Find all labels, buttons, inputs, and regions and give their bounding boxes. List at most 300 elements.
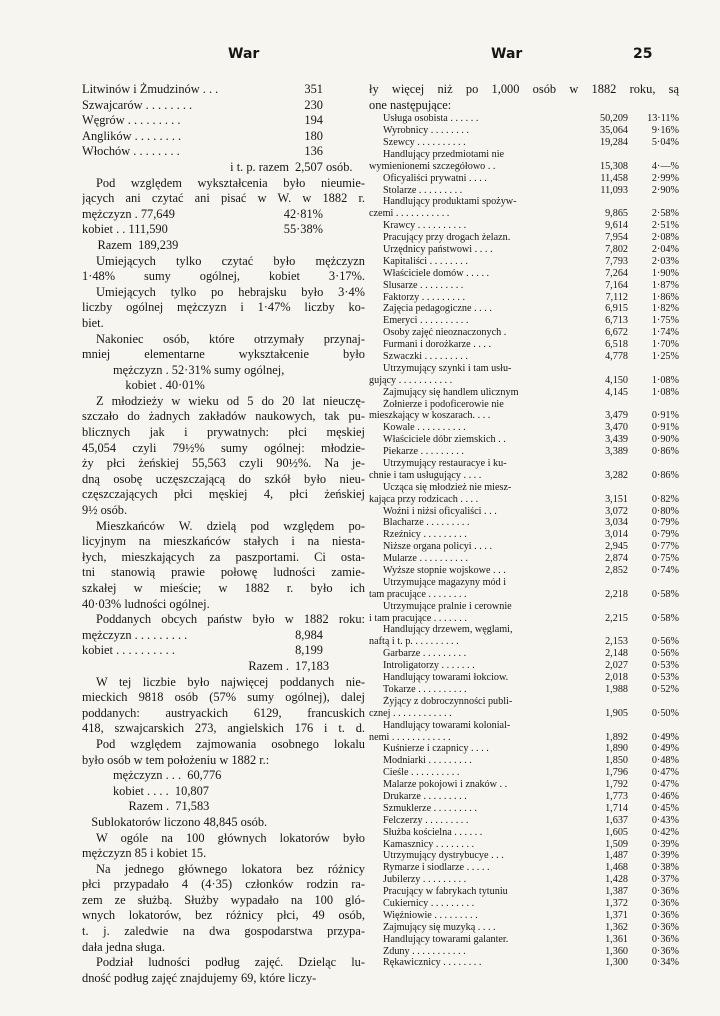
occupation-percent: 0·58% — [651, 588, 679, 600]
occupation-percent: 0·74% — [651, 565, 679, 577]
stat-value: 351 — [304, 82, 323, 96]
occupation-count: 7,793 — [605, 255, 628, 267]
text-line: Umiejących tylko czytać było mężczyzn — [96, 253, 365, 268]
occupation-percent: 0·91% — [651, 410, 679, 422]
occupation-name: gujący . . . . . . . . . . . — [369, 374, 453, 386]
text-line: Pod względem zajmowania osobnego lokalu — [96, 736, 365, 751]
occupation-count: 6,915 — [605, 303, 628, 315]
right-column — [369, 82, 679, 969]
occupation-name: Utrzymujące pralnie i cerownie — [383, 600, 512, 612]
stat-label: i t. p. razem — [230, 159, 289, 174]
stat-label: mężczyzn . . . . . . . . . — [82, 627, 188, 642]
occupation-count: 3,470 — [605, 422, 628, 434]
occupation-name: czemi . . . . . . . . . . . — [369, 208, 450, 220]
occupation-name: Kuśnierze i czapnicy . . . . — [383, 743, 489, 755]
occupation-name: nemi . . . . . . . . . . . . — [369, 731, 451, 743]
stat-label: Razem . — [248, 658, 289, 673]
occupation-percent: 1·74% — [651, 327, 679, 339]
stat-label: Szwajcarów . . . . . . . . — [82, 97, 193, 112]
occupation-percent: 0·56% — [651, 636, 679, 648]
stat-label: mężczyzn . 77,649 — [82, 206, 175, 221]
occupation-name: Wyrobnicy . . . . . . . . — [383, 125, 469, 137]
occupation-count: 3,072 — [605, 505, 628, 517]
occupation-row — [369, 886, 679, 898]
occupation-row — [369, 910, 679, 922]
occupation-percent: 2·58% — [651, 208, 679, 220]
occupation-name: Ślusarze . . . . . . . . . — [383, 279, 464, 291]
occupation-name: mieszkający w koszarach. . . . — [369, 410, 491, 422]
occupation-name: Blacharze . . . . . . . . . — [383, 517, 470, 529]
occupation-percent: 0·36% — [651, 921, 679, 933]
occupation-name: Kapitaliści . . . . . . . . — [383, 255, 468, 267]
occupation-count: 7,264 — [605, 267, 628, 279]
text-line-plain: dała jedna sługa. — [82, 939, 165, 954]
occupation-count: 2,215 — [605, 612, 628, 624]
occupation-count: 1,773 — [605, 790, 628, 802]
text-line: Umiejących tylko po hebrajsku było 3·4% — [96, 284, 365, 299]
text-line-plain: Sublokatorów liczono 48,845 osób. — [82, 814, 268, 829]
occupation-row — [369, 422, 679, 434]
text-line: płci przypadało 4 (4·35) członków rodzin ra- — [82, 877, 365, 892]
occupation-percent: 2·90% — [651, 184, 679, 196]
occupation-name: Żyjący z dobroczynności publi- — [383, 695, 513, 707]
text-line: dną osobę uczęszczającą do szkół było nieu- — [82, 471, 365, 486]
occupation-row — [369, 256, 679, 268]
occupation-row — [369, 922, 679, 934]
stat-row — [82, 628, 365, 644]
occupation-table — [369, 113, 679, 969]
occupation-count: 6,713 — [605, 315, 628, 327]
occupation-percent: 1·25% — [651, 351, 679, 362]
occupation-count: 2,018 — [605, 672, 628, 684]
stat-value: 8,199 — [295, 643, 323, 658]
occupation-percent: 0·36% — [651, 933, 679, 945]
occupation-name: Służba kościelna . . . . . . — [383, 826, 483, 838]
occupation-row — [369, 113, 679, 125]
occupation-percent: 0·79% — [651, 529, 679, 541]
text-line-plain: 9½ osób. — [82, 503, 128, 518]
occupation-count: 7,954 — [605, 232, 628, 244]
occupation-row — [369, 137, 679, 149]
occupation-row — [369, 494, 679, 506]
occupation-name: Handlujący produktami spożyw- — [383, 196, 517, 208]
occupation-name: Introligatorzy . . . . . . . — [383, 660, 475, 672]
stat-value: 136 — [304, 144, 323, 159]
occupation-percent: 0·36% — [651, 945, 679, 957]
occupation-name: Pracujący w fabrykach tytuniu — [383, 886, 508, 898]
text-line: Podział ludności podług zajęć. Dzieląc lu- — [96, 955, 365, 970]
occupation-count: 2,945 — [605, 541, 628, 553]
occupation-count: 1,509 — [605, 838, 628, 850]
occupation-count: 2,027 — [605, 660, 628, 672]
occupation-percent: 13·11% — [647, 113, 679, 125]
occupation-percent: 1·75% — [651, 315, 679, 327]
occupation-name: Rymarze i siodlarze . . . . . — [383, 862, 490, 874]
text-line: 418, szwajcarskich 273, angielskich 176 i t. d. — [82, 721, 365, 736]
occupation-percent: 0·36% — [651, 886, 679, 898]
occupation-count: 3,439 — [605, 434, 628, 446]
occupation-count: 11,093 — [600, 184, 628, 196]
occupation-row — [369, 648, 679, 660]
stat-row — [82, 113, 365, 129]
occupation-percent: 0·37% — [651, 874, 679, 886]
stat-label: kobiet . . 111,590 — [82, 222, 168, 237]
occupation-name: Utrzymujący restauracye i ku- — [383, 458, 507, 470]
occupation-count: 1,360 — [605, 945, 628, 957]
occupation-name: Szmuklerze . . . . . . . . . — [383, 802, 477, 814]
stat-total — [82, 659, 365, 675]
text-line-plain: Razem . 71,583 — [82, 799, 210, 814]
occupation-row — [369, 553, 679, 565]
occupation-row — [369, 957, 679, 969]
occupation-row — [369, 684, 679, 696]
occupation-percent: 0·77% — [651, 541, 679, 553]
occupation-count: 1,428 — [605, 874, 628, 886]
text-line: wnych lokatorów, bez różnicy płci, 49 osób, — [82, 908, 365, 923]
occupation-name: Felczerzy . . . . . . . . . — [383, 814, 469, 826]
occupation-name: Modniarki . . . . . . . . . — [383, 755, 472, 767]
occupation-name: Osoby zajęć nieoznaczonych . — [383, 327, 507, 339]
text-line-plain: mężczyzn . 52·31% sumy ogólnej, — [82, 362, 285, 377]
occupation-percent: 0·90% — [651, 434, 679, 446]
occupation-count: 1,905 — [605, 707, 628, 719]
occupation-count: 1,792 — [605, 779, 628, 791]
text-line-plain: było osób w tem położeniu w 1882 r.: — [82, 752, 270, 767]
occupation-percent: 0·53% — [651, 660, 679, 672]
occupation-name: Handlujący drzewem, węglami, — [383, 624, 513, 636]
occupation-percent: 0·42% — [651, 826, 679, 838]
occupation-name: Urzędnicy państwowi . . . . — [383, 243, 493, 255]
occupation-row — [369, 708, 679, 720]
occupation-percent: 2·04% — [651, 243, 679, 255]
stat-value: 55·38% — [283, 222, 323, 237]
occupation-name: Ucząca się młodzież nie miesz- — [383, 481, 512, 493]
occupation-percent: 0·58% — [651, 612, 679, 624]
occupation-percent: 2·08% — [651, 232, 679, 244]
occupation-count: 2,218 — [605, 588, 628, 600]
occupation-count: 1,371 — [605, 909, 628, 921]
occupation-row — [369, 767, 679, 779]
occupation-count: 3,389 — [605, 446, 628, 458]
occupation-row — [369, 470, 679, 482]
occupation-name: Szewcy . . . . . . . . . . — [383, 136, 466, 148]
occupation-percent: 0·39% — [651, 850, 679, 862]
occupation-row — [369, 720, 679, 732]
text-line-plain: mężczyzn 85 i kobiet 15. — [82, 846, 207, 861]
occupation-row — [369, 589, 679, 601]
occupation-row — [369, 268, 679, 280]
occupation-name: Więźniowie . . . . . . . . . — [383, 909, 478, 921]
text-line: Na jednego głównego lokatora bez różnicy — [96, 861, 365, 876]
text-line: poddanych: austryackich 6129, francuskich — [82, 705, 365, 720]
occupation-name: Utrzymujące magazyny mód i — [383, 576, 507, 588]
stat-row — [82, 129, 365, 145]
occupation-name: Emeryci . . . . . . . . . . — [383, 315, 469, 327]
occupation-count: 1,796 — [605, 767, 628, 779]
occupation-percent: 0·34% — [651, 957, 679, 969]
occupation-name: Handlujący towarami łokciow. — [383, 672, 509, 684]
occupation-name: Zajmujący się muzyką . . . . — [383, 921, 496, 933]
occupation-row — [369, 743, 679, 755]
occupation-name: Krawcy . . . . . . . . . . — [383, 220, 467, 232]
occupation-count: 15,308 — [599, 160, 628, 172]
occupation-percent: 1·90% — [651, 267, 679, 279]
occupation-row — [369, 149, 679, 161]
occupation-percent: 0·53% — [651, 672, 679, 684]
stat-row — [82, 207, 365, 223]
intro-line: one następujące: — [369, 97, 452, 112]
occupation-percent: 0·43% — [651, 814, 679, 826]
occupation-count: 19,284 — [599, 136, 628, 148]
occupation-name: Utrzymujący dystrybucye . . . — [383, 850, 504, 862]
occupation-row — [369, 601, 679, 613]
occupation-row — [369, 696, 679, 708]
occupation-percent: 0·86% — [651, 469, 679, 481]
occupation-percent: 0·39% — [651, 838, 679, 850]
stat-value: 2,507 osób. — [295, 159, 353, 174]
stat-row — [82, 643, 365, 659]
occupation-count: 1,487 — [605, 850, 628, 862]
text-line-plain: dność podług zajęć znajdujemy 69, które liczy- — [82, 970, 317, 985]
occupation-row — [369, 541, 679, 553]
occupation-name: Malarze pokojowi i znaków . . — [383, 779, 508, 791]
occupation-row — [369, 624, 679, 636]
occupation-name: Cukiernicy . . . . . . . . . — [383, 897, 475, 909]
occupation-name: Faktorzy . . . . . . . . . — [383, 291, 466, 303]
stat-label: Anglików . . . . . . . . — [82, 128, 182, 143]
occupation-count: 2,852 — [605, 565, 628, 577]
occupation-row — [369, 874, 679, 886]
occupation-row — [369, 755, 679, 767]
text-line: szkałej w mieście; w 1882 r. było ich — [82, 581, 365, 595]
occupation-row — [369, 946, 679, 958]
page-number: 25 — [633, 46, 653, 62]
text-line: W ogóle na 100 głównych lokatorów było — [96, 830, 365, 845]
occupation-row — [369, 125, 679, 137]
occupation-count: 3,282 — [605, 469, 628, 481]
occupation-name: kająca przy rodzicach . . . . — [369, 493, 479, 505]
occupation-count: 1,890 — [605, 743, 628, 755]
occupation-name: Usługa osobista . . . . . . — [383, 113, 479, 125]
occupation-name: Tokarze . . . . . . . . . . — [383, 683, 467, 695]
occupation-row — [369, 732, 679, 744]
occupation-percent: 0·75% — [651, 553, 679, 565]
occupation-name: wymienionemi szczegółowo . . — [369, 160, 496, 172]
stat-label: Węgrów . . . . . . . . . — [82, 113, 181, 128]
text-line: Pod względem wykształcenia było nieumie- — [96, 175, 365, 190]
text-line-plain: mężczyzn . . . 60,776 — [82, 768, 222, 783]
occupation-percent: 0·50% — [651, 707, 679, 719]
text-line: blicznych jak i prywatnych: płci męskiej — [82, 425, 365, 440]
occupation-percent: 9·16% — [651, 125, 679, 137]
stat-value: 8,984 — [295, 627, 323, 642]
text-line: Z młodzieży w wieku od 5 do 20 lat nieuczę- — [96, 393, 365, 408]
text-line: mieckich 9818 osób (57% sumy ogólnej), dalej — [82, 690, 365, 705]
occupation-row — [369, 327, 679, 339]
occupation-row — [369, 244, 679, 256]
occupation-percent: 4·—% — [651, 160, 679, 172]
occupation-percent: 0·47% — [651, 767, 679, 779]
occupation-name: Woźni i niżsi oficyaliści . . . — [383, 505, 497, 517]
stat-value: 180 — [304, 128, 323, 143]
occupation-percent: 1·70% — [651, 339, 679, 351]
text-line: ży płci żeńskiej 55,563 czyli 90½%. Na je- — [82, 456, 365, 471]
occupation-percent: 1·08% — [651, 374, 679, 386]
occupation-percent: 0·52% — [651, 683, 679, 695]
occupation-name: Szwaczki . . . . . . . . . — [383, 351, 468, 362]
text-line: tni stanowią prawie połowę ludności zamie- — [82, 565, 365, 580]
occupation-count: 1,372 — [605, 897, 628, 909]
occupation-name: Niższe organa policyi . . . . — [383, 541, 493, 553]
occupation-count: 1,714 — [605, 802, 628, 814]
occupation-percent: 1·87% — [651, 279, 679, 291]
occupation-count: 1,605 — [605, 826, 628, 838]
occupation-row — [369, 280, 679, 292]
occupation-row — [369, 636, 679, 648]
occupation-count: 1,387 — [605, 886, 628, 898]
occupation-name: Handlujący przedmiotami nie — [383, 148, 505, 160]
text-line: licyjnym na mieszkańców stałych i na niesta- — [82, 534, 365, 549]
left-column — [82, 82, 365, 986]
text-line-plain: 40·03% ludności ogólnej. — [82, 596, 210, 611]
stat-row — [82, 82, 365, 98]
stat-label: Włochów . . . . . . . . — [82, 144, 180, 159]
occupation-count: 7,802 — [605, 243, 628, 255]
occupation-name: Cieśle . . . . . . . . . . — [383, 767, 460, 779]
stat-row — [82, 222, 365, 238]
occupation-count: 11,458 — [600, 172, 628, 184]
text-line: jących ani czytać ani pisać w W. w 1882 r. — [82, 191, 365, 206]
occupation-row — [369, 232, 679, 244]
occupation-name: Oficyaliści prywatni . . . . — [383, 172, 487, 184]
occupation-name: Jubilerzy . . . . . . . . . — [383, 874, 467, 886]
occupation-name: Pracujący przy drogach żelazn. — [383, 232, 511, 244]
occupation-percent: 1·82% — [651, 303, 679, 315]
occupation-row — [369, 803, 679, 815]
occupation-percent: 0·56% — [651, 648, 679, 660]
text-line: t. j. zaledwie na dwa gospodarstwa przypa- — [82, 924, 365, 939]
text-line: 1·48% sumy ogólnej, kobiet 3·17%. — [82, 269, 365, 284]
occupation-count: 1,850 — [605, 755, 628, 767]
text-line: mniej elementarne wykształcenie było — [82, 347, 365, 362]
occupation-name: cznej . . . . . . . . . . . . — [369, 707, 452, 719]
occupation-percent: 1·08% — [651, 386, 679, 398]
running-head-right: War — [491, 46, 523, 62]
occupation-count: 9,614 — [605, 220, 628, 232]
occupation-row — [369, 934, 679, 946]
occupation-name: Piekarze . . . . . . . . . — [383, 446, 464, 458]
stat-label: kobiet . . . . . . . . . . — [82, 643, 175, 658]
occupation-percent: 0·82% — [651, 493, 679, 505]
occupation-name: Właściciele dóbr ziemskich . . — [383, 434, 506, 446]
occupation-row — [369, 185, 679, 197]
text-line: Poddanych obcych państw było w 1882 roku: — [96, 612, 365, 627]
occupation-count: 7,164 — [605, 279, 628, 291]
occupation-name: Zajmujący się handlem ulicznym — [383, 386, 519, 398]
occupation-percent: 0·49% — [651, 743, 679, 755]
occupation-row — [369, 303, 679, 315]
occupation-name: Kowale . . . . . . . . . . — [383, 422, 466, 434]
occupation-name: Zduny . . . . . . . . . . . — [383, 945, 466, 957]
text-line: Nakoniec osób, które otrzymały przynaj- — [96, 331, 365, 346]
occupation-percent: 0·80% — [651, 505, 679, 517]
occupation-percent: 0·91% — [651, 422, 679, 434]
text-line-plain: kobiet . 40·01% — [82, 378, 205, 393]
occupation-percent: 2·51% — [651, 220, 679, 232]
occupation-count: 9,865 — [605, 208, 628, 220]
occupation-row — [369, 173, 679, 185]
stat-label: Litwinów i Żmudzinów . . . — [82, 82, 219, 96]
occupation-row — [369, 482, 679, 494]
text-line: zem ze służbą. Służby wypadało na 100 gló- — [82, 892, 365, 907]
occupation-row — [369, 161, 679, 173]
occupation-name: Furmani i dorożkarze . . . . — [383, 339, 492, 351]
occupation-count: 6,518 — [605, 339, 628, 351]
occupation-name: Rzeźnicy . . . . . . . . . — [383, 529, 467, 541]
text-line-plain: kobiet . . . . 10,807 — [82, 783, 209, 798]
occupation-row — [369, 672, 679, 684]
text-line: szczało do żadnych zakładów naukowych, tak pu- — [82, 409, 365, 424]
occupation-count: 1,637 — [605, 814, 628, 826]
occupation-row — [369, 506, 679, 518]
occupation-row — [369, 815, 679, 827]
occupation-count: 3,151 — [605, 493, 628, 505]
occupation-name: Właściciele domów . . . . . — [383, 267, 490, 279]
occupation-name: Wyższe stopnie wojskowe . . . — [383, 565, 506, 577]
occupation-count: 4,150 — [605, 374, 628, 386]
stat-row — [82, 98, 365, 114]
occupation-count: 7,112 — [605, 291, 628, 303]
stat-value: 230 — [304, 97, 323, 112]
occupation-percent: 0·49% — [651, 731, 679, 743]
occupation-row — [369, 351, 679, 363]
occupation-row — [369, 577, 679, 589]
occupation-name: Zajęcia pedagogiczne . . . . — [383, 303, 492, 315]
occupation-row — [369, 660, 679, 672]
occupation-percent: 0·79% — [651, 517, 679, 529]
occupation-name: Rękawicznicy . . . . . . . . — [383, 957, 482, 969]
occupation-percent: 5·04% — [651, 136, 679, 148]
occupation-row — [369, 446, 679, 458]
occupation-count: 2,874 — [605, 553, 628, 565]
occupation-name: Kamasznicy . . . . . . . . — [383, 838, 475, 850]
occupation-row — [369, 898, 679, 910]
occupation-row — [369, 292, 679, 304]
occupation-count: 4,778 — [605, 351, 628, 362]
text-line-plain: Razem 189,239 — [82, 237, 179, 252]
occupation-row — [369, 613, 679, 625]
occupation-row — [369, 315, 679, 327]
occupation-percent: 0·46% — [651, 790, 679, 802]
occupation-row — [369, 839, 679, 851]
occupation-percent: 0·48% — [651, 755, 679, 767]
occupation-percent: 0·36% — [651, 909, 679, 921]
occupation-row — [369, 827, 679, 839]
occupation-name: Żołnierze i podoficerowie nie — [383, 398, 504, 410]
occupation-percent: 2·03% — [651, 255, 679, 267]
stat-total — [82, 160, 365, 176]
occupation-name: Drukarze . . . . . . . . . — [383, 790, 467, 802]
occupation-row — [369, 387, 679, 399]
occupation-row — [369, 458, 679, 470]
occupation-count: 1,300 — [605, 957, 628, 969]
occupation-row — [369, 862, 679, 874]
occupation-row — [369, 517, 679, 529]
occupation-count: 50,209 — [599, 113, 628, 125]
occupation-count: 3,034 — [605, 517, 628, 529]
intro-line: ły więcej niż po 1,000 osób w 1882 roku, są — [369, 82, 679, 96]
occupation-percent: 0·47% — [651, 779, 679, 791]
